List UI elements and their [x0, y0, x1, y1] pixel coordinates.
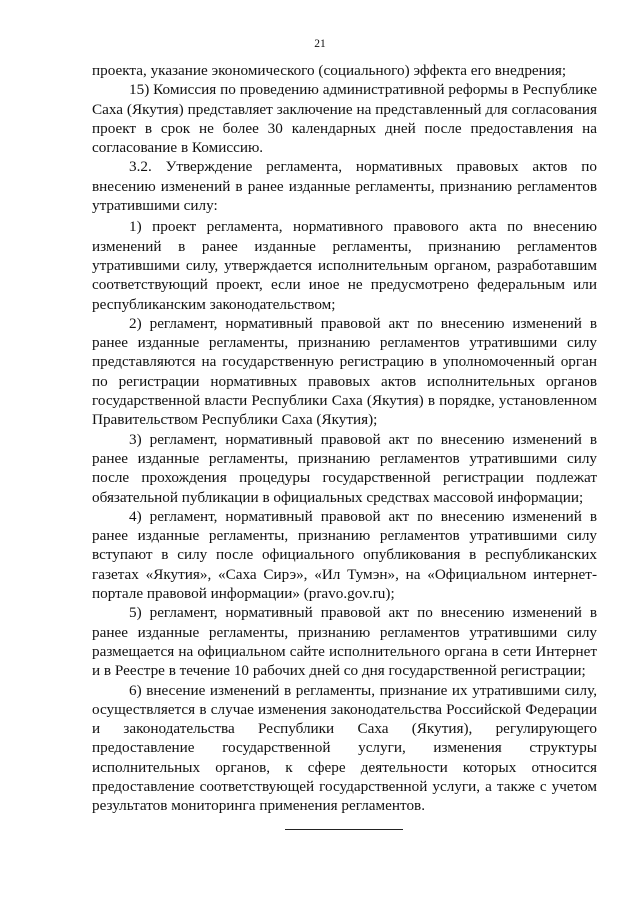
paragraph-item-5: 5) регламент, нормативный правовой акт по внесению изменений в ранее изданные регламенты, признанию регламентов утратившими силу размещается на официальном сайте исполнительного органа в сети Интернет и в Реестре в течение 10 рабочих дней со дня государственной регистрации; — [92, 604, 597, 680]
document-body — [92, 61, 597, 816]
paragraph-item-1: 1) проект регламента, нормативного правового акта по внесению изменений в ранее изданные регламенты, признанию регламентов утратившими силу, утверждается исполнительным органом, разработавшим соответствующий проект, если иное не предусмотрено федеральным или республиканским законодательством; — [92, 218, 597, 313]
paragraph-item-3: 3) регламент, нормативный правовой акт по внесению изменений в ранее изданные регламенты, признанию регламентов утратившими силу после прохождения процедуры государственной регистрации подлежат обязательной публикации в официальных средствах массовой информации; — [92, 430, 597, 506]
paragraph-item-15: 15) Комиссия по проведению административной реформы в Республике Саха (Якутия) представляет заключение на представленный для согласования проект в срок не более 30 календарных дней после предоставления на согласование в Комиссию. — [92, 81, 597, 157]
paragraph-item-4: 4) регламент, нормативный правовой акт по внесению изменений в ранее изданные регламенты, признанию регламентов утратившими силу вступают в силу после официального опубликования в республиканских газетах «Якутия», «Саха Сирэ», «Ил Тумэн», на «Официальном интернет-портале правовой информации» (pravo.gov.ru); — [92, 507, 597, 603]
paragraph-continuation: проекта, указание экономического (социального) эффекта его внедрения; — [92, 62, 567, 79]
footer-divider — [285, 829, 403, 830]
paragraph-item-6: 6) внесение изменений в регламенты, признание их утратившими силу, осуществляется в случае изменения законодательства Российской Федерации и законодательства Республики Саха (Якутия), регулирующего предоставление государственной услуги, изменения структуры исполнительных органов, к сфере деятельности которых относится предоставление соответствующей государственной услуги, а также с учетом результатов мониторинга применения регламентов. — [92, 681, 597, 815]
paragraph-item-2: 2) регламент, нормативный правовой акт по внесению изменений в ранее изданные регламенты, признанию регламентов утратившими силу представляются на государственную регистрацию в уполномоченный орган по регистрации нормативных правовых актов исполнительных органов государственной власти Республики Саха (Якутия) в порядке, установленном Правительством Республики Саха (Якутия); — [92, 314, 597, 429]
page-number: 21 — [314, 38, 326, 50]
paragraph-section-3-2: 3.2. Утверждение регламента, нормативных правовых актов по внесению изменений в ранее изданные регламенты, признанию регламентов утратившими силу: — [92, 158, 597, 215]
